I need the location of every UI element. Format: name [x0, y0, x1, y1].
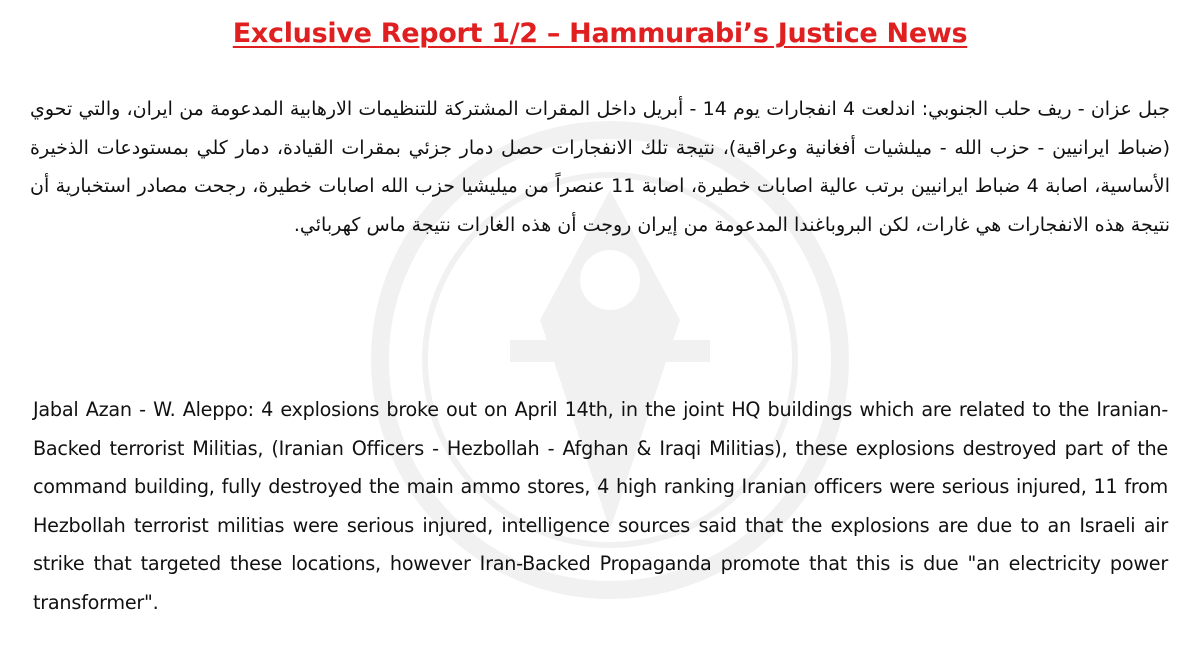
english-report-paragraph: Jabal Azan - W. Aleppo: 4 explosions broke out on April 14th, in the joint HQ buildings which are related to the Iranian-Backed terrorist Militias, (Iranian Officers - Hezbollah - Afghan & Iraqi Militias), these explosions destroyed part of the command building, fully destroyed the main ammo stores, 4 high ranking Iranian officers were serious injured, 11 from Hezbollah terrorist militias were serious injured, intelligence sources said that the explosions are due to an Israeli air strike that targeted these locations, however Iran-Backed Propaganda promote that this is due "an electricity power transformer". — [33, 398, 1168, 614]
arabic-report-paragraph: جبل عزان - ريف حلب الجنوبي: اندلعت 4 انفجارات يوم 14 - أبريل داخل المقرات المشتركة للتنظيمات الارهابية المدعومة من ايران، والتي تحوي (ضباط ايرانيين - حزب الله - ميلشيات أفغانية وعراقية)، نتيجة تلك الانفجارات حصل دمار جزئي بمقرات القيادة، دمار كلي بمستودعات الذخيرة الأساسية، اصابة 4 ضباط ايرانيين برتب عالية اصابات خطيرة، اصابة 11 عنصراً من ميليشيا حزب الله اصابات خطيرة، رجحت مصادر استخبارية أن نتيجة هذه الانفجارات هي غارات، لكن البروباغندا المدعومة من إيران روجت أن هذه الغارات نتيجة ماس كهربائي. — [30, 98, 1171, 236]
report-title: Exclusive Report 1/2 – Hammurabi’s Justice News — [232, 18, 968, 49]
